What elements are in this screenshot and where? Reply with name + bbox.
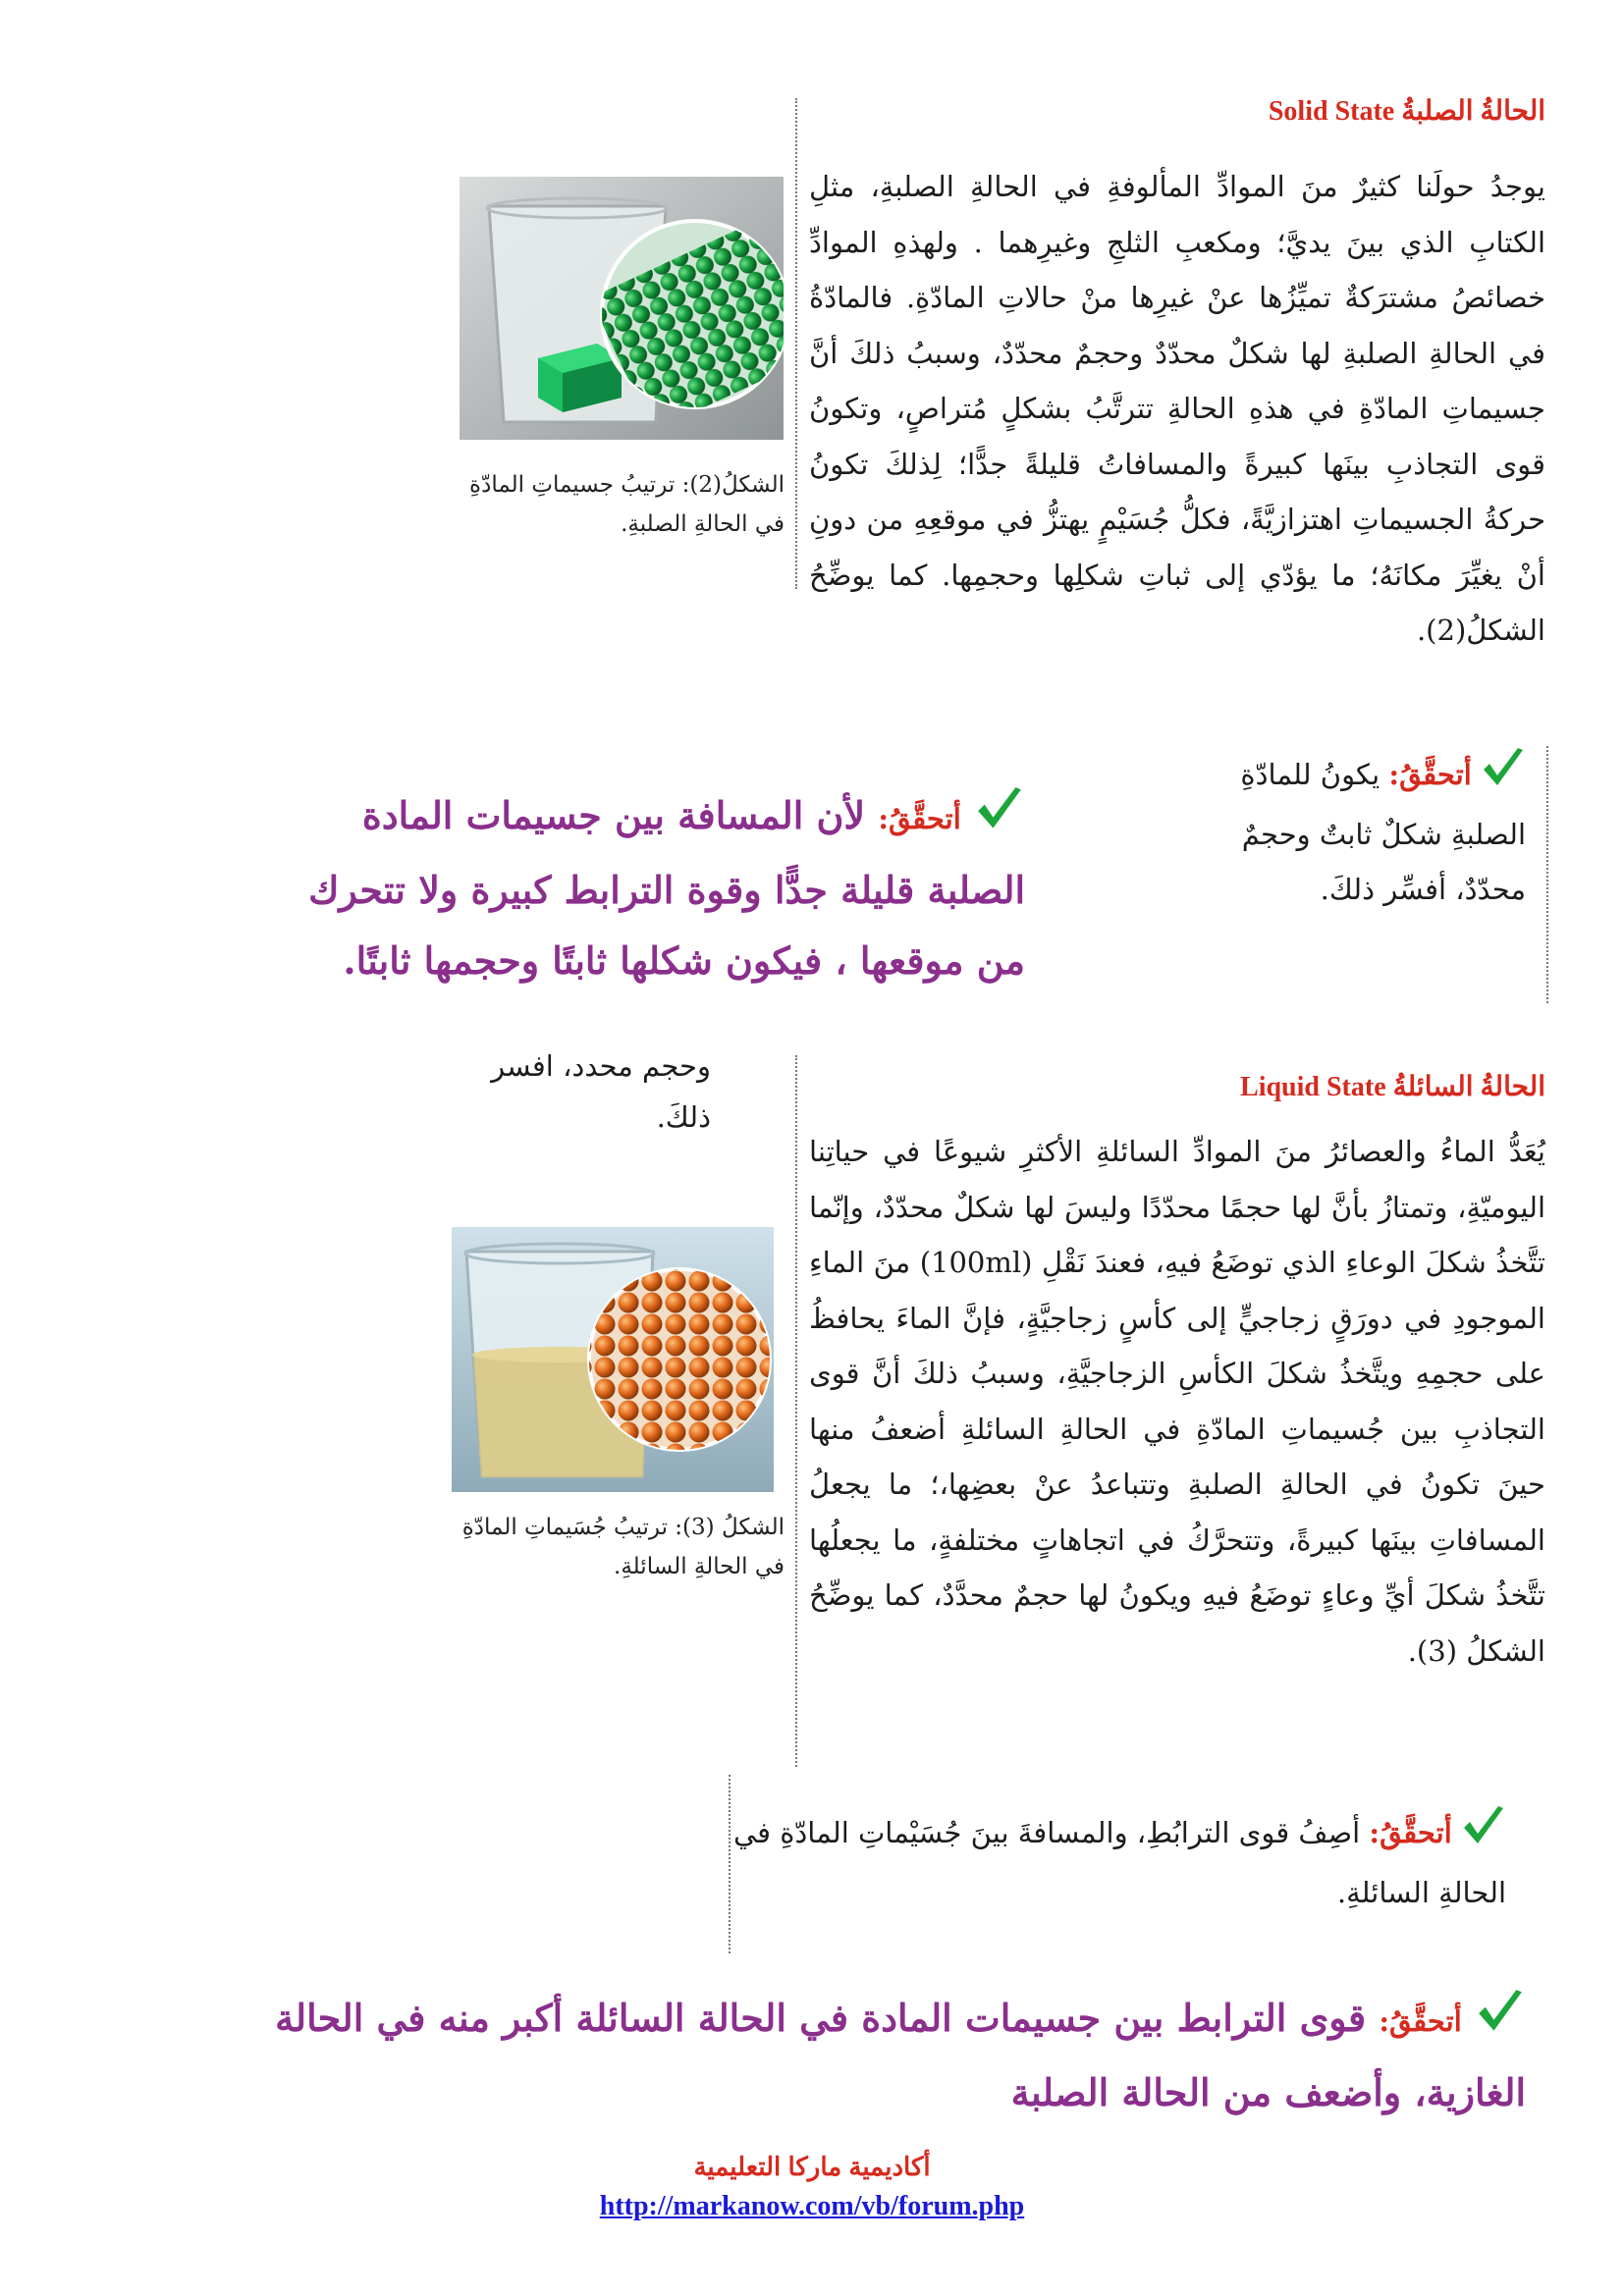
solid-answer-label: أتحقَّقُ: xyxy=(878,802,961,835)
liquid-figure-caption: الشكلُ (3): ترتيبُ جُسَيماتِ المادّةِ في الحالةِ السائلةِ. xyxy=(461,1515,785,1579)
check-mark-icon xyxy=(1475,1987,1526,2057)
liquid-figure xyxy=(452,1227,774,1492)
liquid-side-note: وحجم محدد، افسر ذلكَ. xyxy=(491,1049,711,1134)
liquid-title-en: Liquid State xyxy=(1240,1072,1386,1102)
check-mark-icon xyxy=(1481,746,1526,807)
liquid-beaker-illustration xyxy=(452,1227,774,1492)
footer-academy-name: أكاديمية ماركا التعليمية xyxy=(693,2152,931,2181)
solid-check-box xyxy=(1202,746,1526,917)
liquid-divider xyxy=(795,1055,797,1767)
solid-paragraph: يوجدُ حولَنا كثيرٌ منَ الموادِّ المألوفةِ في الحالةِ الصلبةِ، مثلِ الكتابِ الذي بينَ يديَّ؛ ومكعبِ الثلجِ وغيرِهما . ولهذهِ الموادِّ خصائصُ مشترَكةٌ تميِّزُها عنْ غيرِها منْ حالاتِ المادّةِ. فالمادّةُ في الحالةِ الصلبةِ لها شكلٌ محدّدٌ وحجمٌ محدّدٌ، وسببُ ذلكَ أنَّ جسيماتِ المادّةِ في هذهِ الحالةِ تترتَّبُ بشكلٍ مُتراصٍ، وتكونُ قوى التجاذبِ بينَها كبيرةً والمسافاتُ قليلةً جدًّا؛ لِذلكَ تكونُ حركةُ الجسيماتِ اهتزازيَّةً، فكلُّ جُسَيْمٍ يهتزُّ في موقعِهِ من دونِ أنْ يغيِّرَ مكانَهُ؛ ما يؤدّي إلى ثباتِ شكلِها وحجمِها. كما يوضِّحُ الشكلُ(2). xyxy=(809,170,1545,647)
liquid-title-ar: الحالةُ السائلةُ xyxy=(1392,1072,1545,1102)
liquid-answer-text: قوى الترابط بين جسيمات المادة في الحالة السائلة أكبر منه في الحالة الغازية، وأضعف من الحالة الصلبة xyxy=(275,1996,1526,2114)
solid-figure xyxy=(460,177,784,440)
check-mark-icon xyxy=(974,784,1025,855)
check-mark-icon xyxy=(1461,1804,1506,1865)
solid-title-en: Solid State xyxy=(1268,96,1395,127)
liquid-check-box xyxy=(731,1804,1506,1920)
solid-check-divider xyxy=(1546,746,1548,1003)
liquid-answer-label: أتحقَّقُ: xyxy=(1379,2004,1462,2038)
solid-figure-caption: الشكلُ(2): ترتيبُ جسيماتِ المادّةِ في الحالةِ الصلبةِ. xyxy=(469,472,785,537)
liquid-check-question: أصِفُ قوى الترابُطِ، والمسافةَ بينَ جُسَيْماتِ المادّةِ في الحالةِ السائلةِ. xyxy=(732,1816,1506,1909)
solid-section-title xyxy=(1269,94,1545,128)
solid-answer-text: لأن المسافة بين جسيمات المادة الصلبة قليلة جدًّا وقوة الترابط كبيرة ولا تتحرك من موقعها ، فيكون شكلها ثابتًا وحجمها ثابتًا. xyxy=(308,793,1025,983)
liquid-paragraph: يُعَدُّ الماءُ والعصائرُ منَ الموادِّ السائلةِ الأكثرِ شيوعًا في حياتِنا اليوميّةِ، وتمتازُ بأنَّ لها حجمًا محدّدًا وليسَ لها شكلٌ محدّدٌ، وإنّما تتَّخذُ شكلَ الوعاءِ الذي توضَعُ فيهِ، فعندَ نَقْلِ (100ml) منَ الماءِ الموجودِ في دورَقٍ زجاجيٍّ إلى كأسٍ زجاجيَّةٍ، فإنَّ الماءَ يحافظُ على حجمِهِ ويتَّخذُ شكلَ الكأسِ الزجاجيَّةِ، وسببُ ذلكَ أنَّ قوى التجاذبِ بين جُسيماتِ المادّةِ في الحالةِ السائلةِ أضعفُ منها حينَ تكونُ في الحالةِ الصلبةِ وتتباعدُ عنْ بعضِها،؛ ما يجعلُ المسافاتِ بينَها كبيرةً، وتتحرَّكُ في اتجاهاتٍ مختلفةٍ، ما يجعلُها تتَّخذُ شكلَ أيِّ وعاءٍ توضَعُ فيهِ ويكونُ لها حجمٌ محدَّدٌ، كما يوضِّحُ الشكلُ (3). xyxy=(809,1135,1545,1668)
footer-forum-link[interactable]: http://markanow.com/vb/forum.php xyxy=(599,2191,1025,2221)
solid-title-ar: الحالةُ الصلبةُ xyxy=(1401,96,1545,127)
solid-answer xyxy=(298,780,1025,996)
liquid-section-title xyxy=(1240,1070,1545,1103)
solid-divider xyxy=(795,98,797,589)
solid-check-label: أتحقَّقُ: xyxy=(1388,758,1472,791)
solid-beaker-illustration xyxy=(460,177,784,440)
liquid-answer xyxy=(249,1983,1526,2128)
liquid-check-label: أتحقَّقُ: xyxy=(1369,1816,1452,1849)
solid-check-question: يكونُ للمادّةِ الصلبةِ شكلٌ ثابتٌ وحجمٌ محدّدٌ، أفسِّر ذلكَ. xyxy=(1240,758,1526,906)
